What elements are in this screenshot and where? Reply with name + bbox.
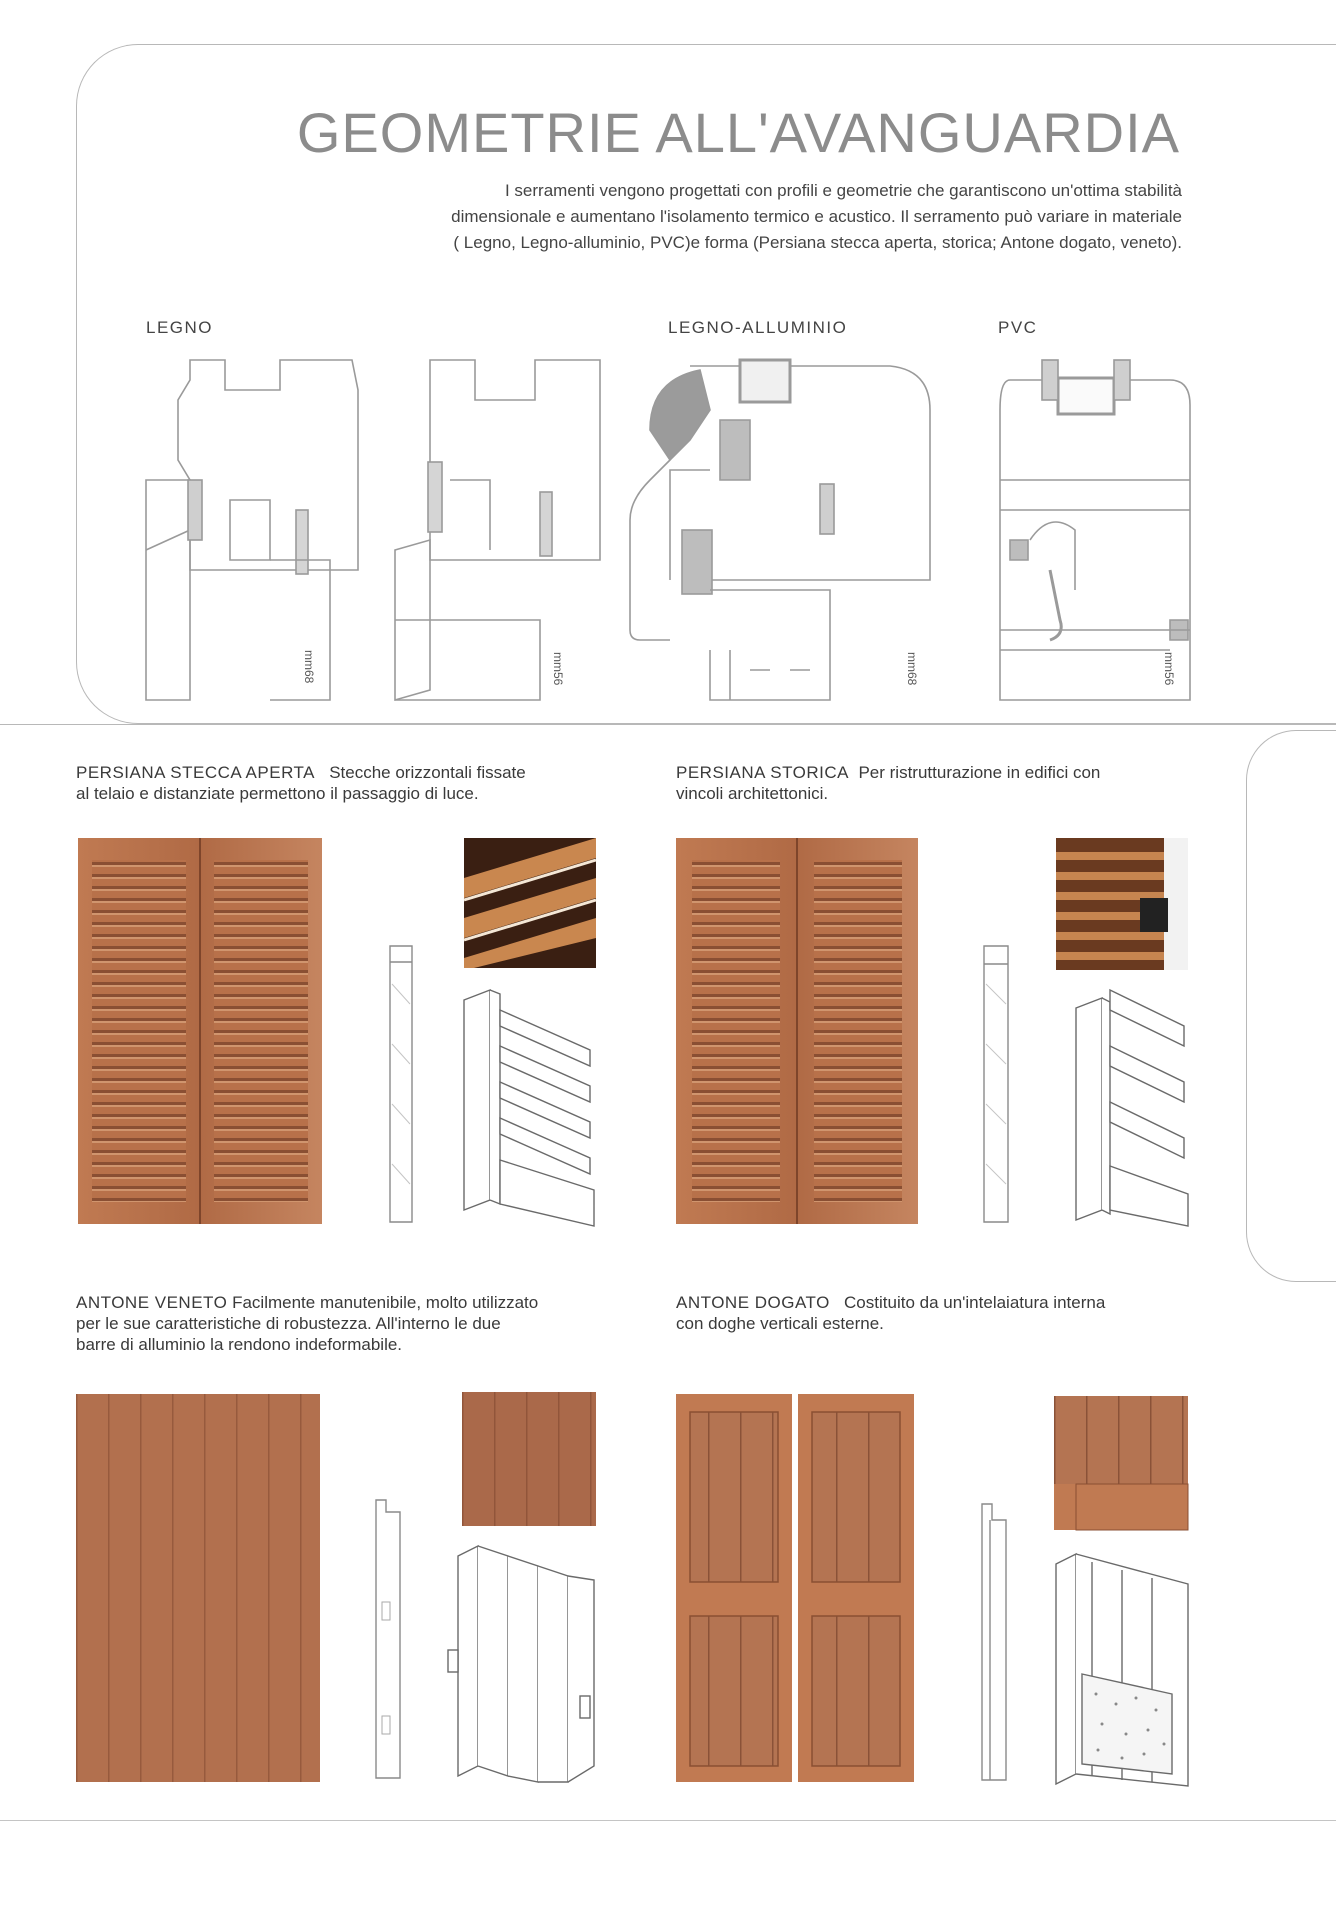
section-divider xyxy=(0,724,1336,725)
legno-56-profile xyxy=(395,360,600,700)
intro-line-1: I serramenti vengono progettati con profili e geometrie che garantiscono un'ottima stabilità xyxy=(504,181,1182,200)
shutter-photo-antone-veneto xyxy=(76,1394,320,1782)
dimension-label-2: mm56 xyxy=(551,652,565,686)
material-label-legno: LEGNO xyxy=(146,318,214,337)
material-label-legno-alluminio: LEGNO-ALLUMINIO xyxy=(668,318,848,337)
shutter-photo-storica xyxy=(676,838,918,1224)
shutter-photo-stecca-aperta xyxy=(78,838,322,1224)
product-text-1: Costituito da un'intelaiatura interna xyxy=(844,1293,1106,1312)
section-drawing-antone-veneto xyxy=(372,1498,404,1780)
intro-line-2: dimensionale e aumentano l'isolamento termico e acustico. Il serramento può variare in materiale xyxy=(451,207,1182,226)
legno-68-profile xyxy=(146,360,358,700)
bottom-divider xyxy=(0,1820,1336,1821)
dimension-label-3: mm68 xyxy=(905,652,919,686)
section-drawing-stecca-aperta xyxy=(386,944,416,1224)
product-title: ANTONE VENETO xyxy=(76,1293,228,1312)
legno-alluminio-68-profile xyxy=(630,360,930,700)
isometric-drawing-storica xyxy=(1074,990,1194,1226)
section-drawing-storica xyxy=(980,944,1012,1224)
isometric-drawing-antone-veneto xyxy=(448,1546,598,1782)
product-title: ANTONE DOGATO xyxy=(676,1293,830,1312)
right-side-tab xyxy=(1246,730,1336,1282)
product-title: PERSIANA STECCA APERTA xyxy=(76,763,316,782)
page-title: GEOMETRIE ALL'AVANGUARDIA xyxy=(296,101,1180,164)
shutter-photo-antone-dogato xyxy=(676,1394,914,1782)
product-text-2: con doghe verticali esterne. xyxy=(676,1314,884,1333)
intro-line-3: ( Legno, Legno-alluminio, PVC)e forma (Persiana stecca aperta, storica; Antone dogato, veneto). xyxy=(453,233,1182,252)
dimension-label-1: mm68 xyxy=(302,650,316,684)
product-text-3: barre di alluminio la rendono indeformabile. xyxy=(76,1335,403,1354)
pvc-56-profile xyxy=(1000,360,1190,700)
desc-persiana-storica xyxy=(676,762,1206,804)
product-text-2: per le sue caratteristiche di robustezza. All'interno le due xyxy=(76,1314,501,1333)
isometric-drawing-stecca-aperta xyxy=(460,990,600,1226)
product-text-1: Facilmente manutenibile, molto utilizzato xyxy=(232,1293,539,1312)
profile-sections-diagram xyxy=(130,350,1220,710)
isometric-drawing-antone-dogato xyxy=(1052,1554,1192,1786)
desc-antone-veneto xyxy=(76,1292,606,1355)
desc-persiana-stecca-aperta xyxy=(76,762,606,804)
product-text-1: Per ristrutturazione in edifici con xyxy=(858,763,1101,782)
detail-photo-antone-veneto xyxy=(462,1392,596,1526)
material-label-pvc: PVC xyxy=(998,318,1038,337)
section-drawing-antone-dogato xyxy=(978,1502,1010,1782)
product-text-1: Stecche orizzontali fissate xyxy=(329,763,526,782)
desc-antone-dogato xyxy=(676,1292,1206,1334)
detail-photo-storica xyxy=(1056,838,1188,970)
product-title: PERSIANA STORICA xyxy=(676,763,850,782)
intro-text xyxy=(210,178,1182,256)
detail-photo-antone-dogato xyxy=(1054,1396,1188,1530)
dimension-label-4: mm56 xyxy=(1162,652,1176,686)
product-text-2: vincoli architettonici. xyxy=(676,784,829,803)
detail-photo-stecca-aperta xyxy=(464,838,596,968)
product-text-2: al telaio e distanziate permettono il passaggio di luce. xyxy=(76,784,479,803)
